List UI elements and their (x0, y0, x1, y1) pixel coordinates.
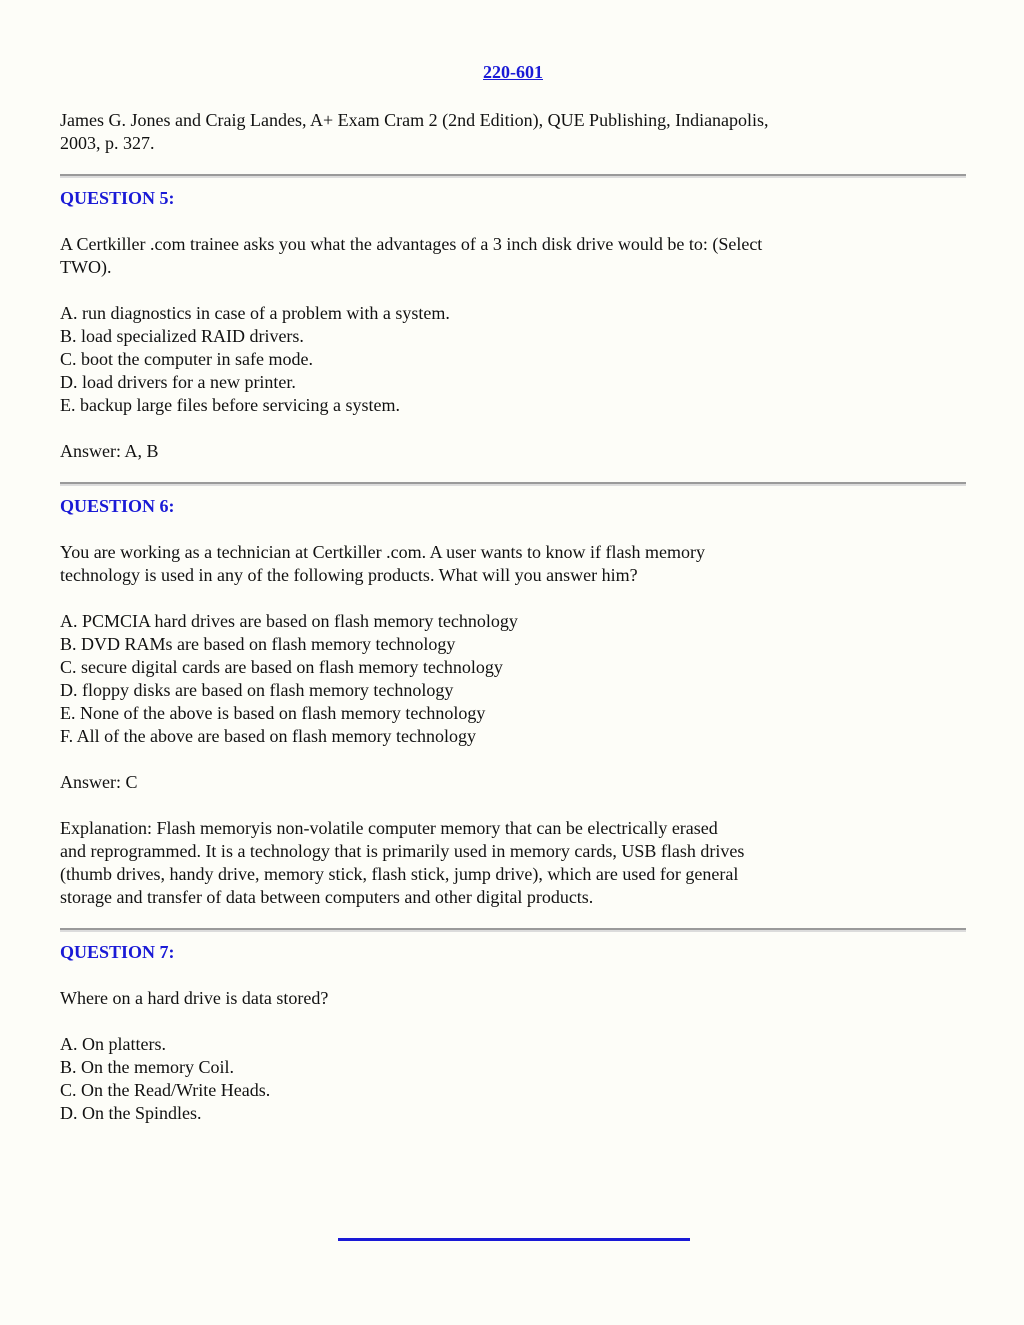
book-reference: James G. Jones and Craig Landes, A+ Exam Cram 2 (2nd Edition), QUE Publishing, Indianapolis, 2003, p. 327. (60, 110, 769, 153)
option-c: C. secure digital cards are based on flash memory technology (60, 657, 503, 677)
question-title: QUESTION 7: (60, 942, 175, 962)
option-b: B. On the memory Coil. (60, 1057, 234, 1077)
option-b: B. DVD RAMs are based on flash memory technology (60, 634, 456, 654)
question-stem: A Certkiller .com trainee asks you what the advantages of a 3 inch disk drive would be to: (Select TWO). (60, 234, 763, 277)
question-title: QUESTION 6: (60, 496, 175, 516)
section-divider (60, 482, 966, 486)
exam-code-link[interactable]: 220-601 (483, 62, 543, 82)
question-7 (60, 941, 966, 1125)
option-d: D. load drivers for a new printer. (60, 372, 296, 392)
option-a: A. run diagnostics in case of a problem with a system. (60, 303, 450, 323)
option-b: B. load specialized RAID drivers. (60, 326, 304, 346)
question-6 (60, 495, 966, 909)
option-d: D. floppy disks are based on flash memory technology (60, 680, 454, 700)
option-f: F. All of the above are based on flash memory technology (60, 726, 476, 746)
option-c: C. On the Read/Write Heads. (60, 1080, 271, 1100)
explanation: Explanation: Flash memoryis non-volatile computer memory that can be electrically erased and reprogrammed. It is a technology that is primarily used in memory cards, USB flash drives (thumb drives, handy drive, memory stick, flash stick, jump drive), which are used for general storage and transfer of data between computers and other digital products. (60, 818, 745, 907)
question-stem: Where on a hard drive is data stored? (60, 988, 329, 1008)
question-title: QUESTION 5: (60, 188, 175, 208)
question-5 (60, 187, 966, 463)
option-c: C. boot the computer in safe mode. (60, 349, 313, 369)
option-a: A. On platters. (60, 1034, 166, 1054)
footer-link-underline[interactable] (338, 1238, 690, 1241)
option-e: E. None of the above is based on flash memory technology (60, 703, 486, 723)
question-stem: You are working as a technician at Certkiller .com. A user wants to know if flash memory technology is used in any of the following products. What will you answer him? (60, 542, 706, 585)
option-a: A. PCMCIA hard drives are based on flash memory technology (60, 611, 518, 631)
option-d: D. On the Spindles. (60, 1103, 202, 1123)
option-e: E. backup large files before servicing a system. (60, 395, 401, 415)
section-divider (60, 928, 966, 932)
answer: Answer: C (60, 772, 138, 792)
section-divider (60, 174, 966, 178)
answer: Answer: A, B (60, 441, 159, 461)
document-page (60, 62, 966, 1125)
